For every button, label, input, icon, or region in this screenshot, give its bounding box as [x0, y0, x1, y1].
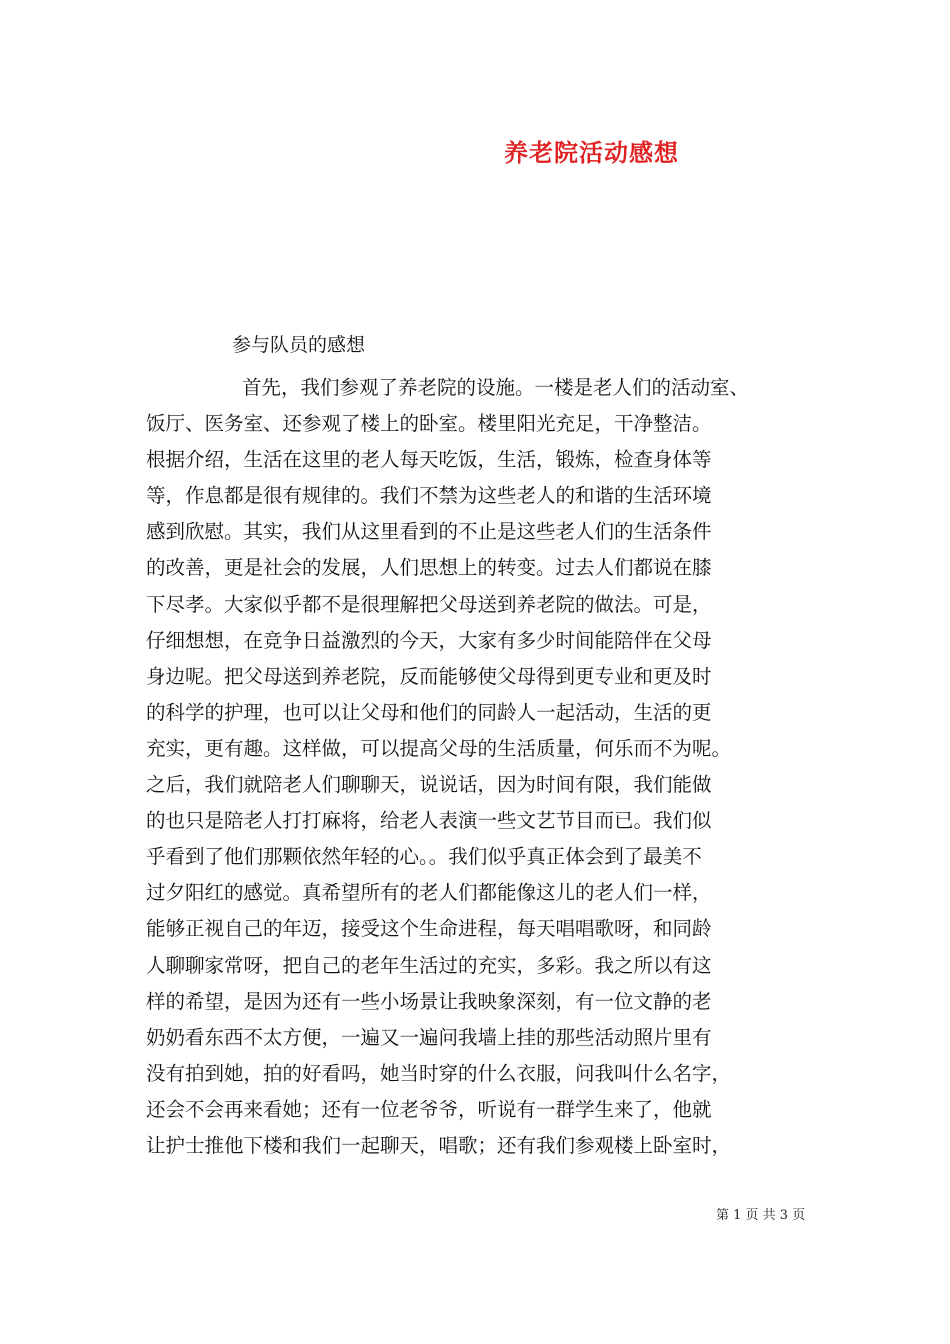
body-line: 饭厅、医务室、还参观了楼上的卧室。楼里阳光充足，干净整洁。 [146, 412, 712, 436]
body-line: 能够正视自己的年迈，接受这个生命进程，每天唱唱歌呀，和同龄 [146, 917, 712, 941]
body-line: 身边呢。把父母送到养老院，反而能够使父母得到更专业和更及时 [146, 664, 712, 688]
body-line: 根据介绍，生活在这里的老人每天吃饭，生活，锻炼，检查身体等 [146, 448, 712, 472]
body-line: 之后，我们就陪老人们聊聊天，说说话，因为时间有限，我们能做 [146, 773, 712, 797]
page-number-footer: 第 1 页 共 3 页 [716, 1208, 806, 1223]
body-line: 等，作息都是很有规律的。我们不禁为这些老人的和谐的生活环境 [146, 484, 712, 508]
body-line: 人聊聊家常呀，把自己的老年生活过的充实，多彩。我之所以有这 [146, 953, 712, 977]
body-line: 的也只是陪老人打打麻将，给老人表演一些文艺节目而已。我们似 [146, 809, 712, 833]
body-line: 仔细想想，在竞争日益激烈的今天，大家有多少时间能陪伴在父母 [146, 628, 712, 652]
body-text [146, 370, 826, 1164]
body-line: 过夕阳红的感觉。真希望所有的老人们都能像这儿的老人们一样， [146, 881, 712, 905]
body-line: 还会不会再来看她；还有一位老爷爷，听说有一群学生来了，他就 [146, 1097, 712, 1121]
body-line: 奶奶看东西不太方便，一遍又一遍问我墙上挂的那些活动照片里有 [146, 1025, 712, 1049]
body-line: 感到欣慰。其实，我们从这里看到的不止是这些老人们的生活条件 [146, 520, 712, 544]
body-line: 乎看到了他们那颗依然年轻的心。。我们似乎真正体会到了最美不 [146, 845, 702, 869]
body-line: 下尽孝。大家似乎都不是很理解把父母送到养老院的做法。可是， [146, 592, 712, 616]
body-line: 样的希望，是因为还有一些小场景让我映象深刻，有一位文静的老 [146, 989, 712, 1013]
body-line: 让护士推他下楼和我们一起聊天，唱歌；还有我们参观楼上卧室时， [146, 1133, 732, 1157]
body-line: 的科学的护理，也可以让父母和他们的同龄人一起活动，生活的更 [146, 700, 712, 724]
body-line: 首先，我们参观了养老院的设施。一楼是老人们的活动室、 [242, 376, 750, 399]
document-title: 养老院活动感想 [504, 138, 679, 167]
section-heading: 参与队员的感想 [232, 334, 366, 356]
body-line: 没有拍到她，拍的好看吗，她当时穿的什么衣服，问我叫什么名字， [146, 1061, 732, 1085]
body-line: 的改善，更是社会的发展，人们思想上的转变。过去人们都说在膝 [146, 556, 712, 580]
body-line: 充实，更有趣。这样做，可以提高父母的生活质量，何乐而不为呢。 [146, 736, 732, 760]
